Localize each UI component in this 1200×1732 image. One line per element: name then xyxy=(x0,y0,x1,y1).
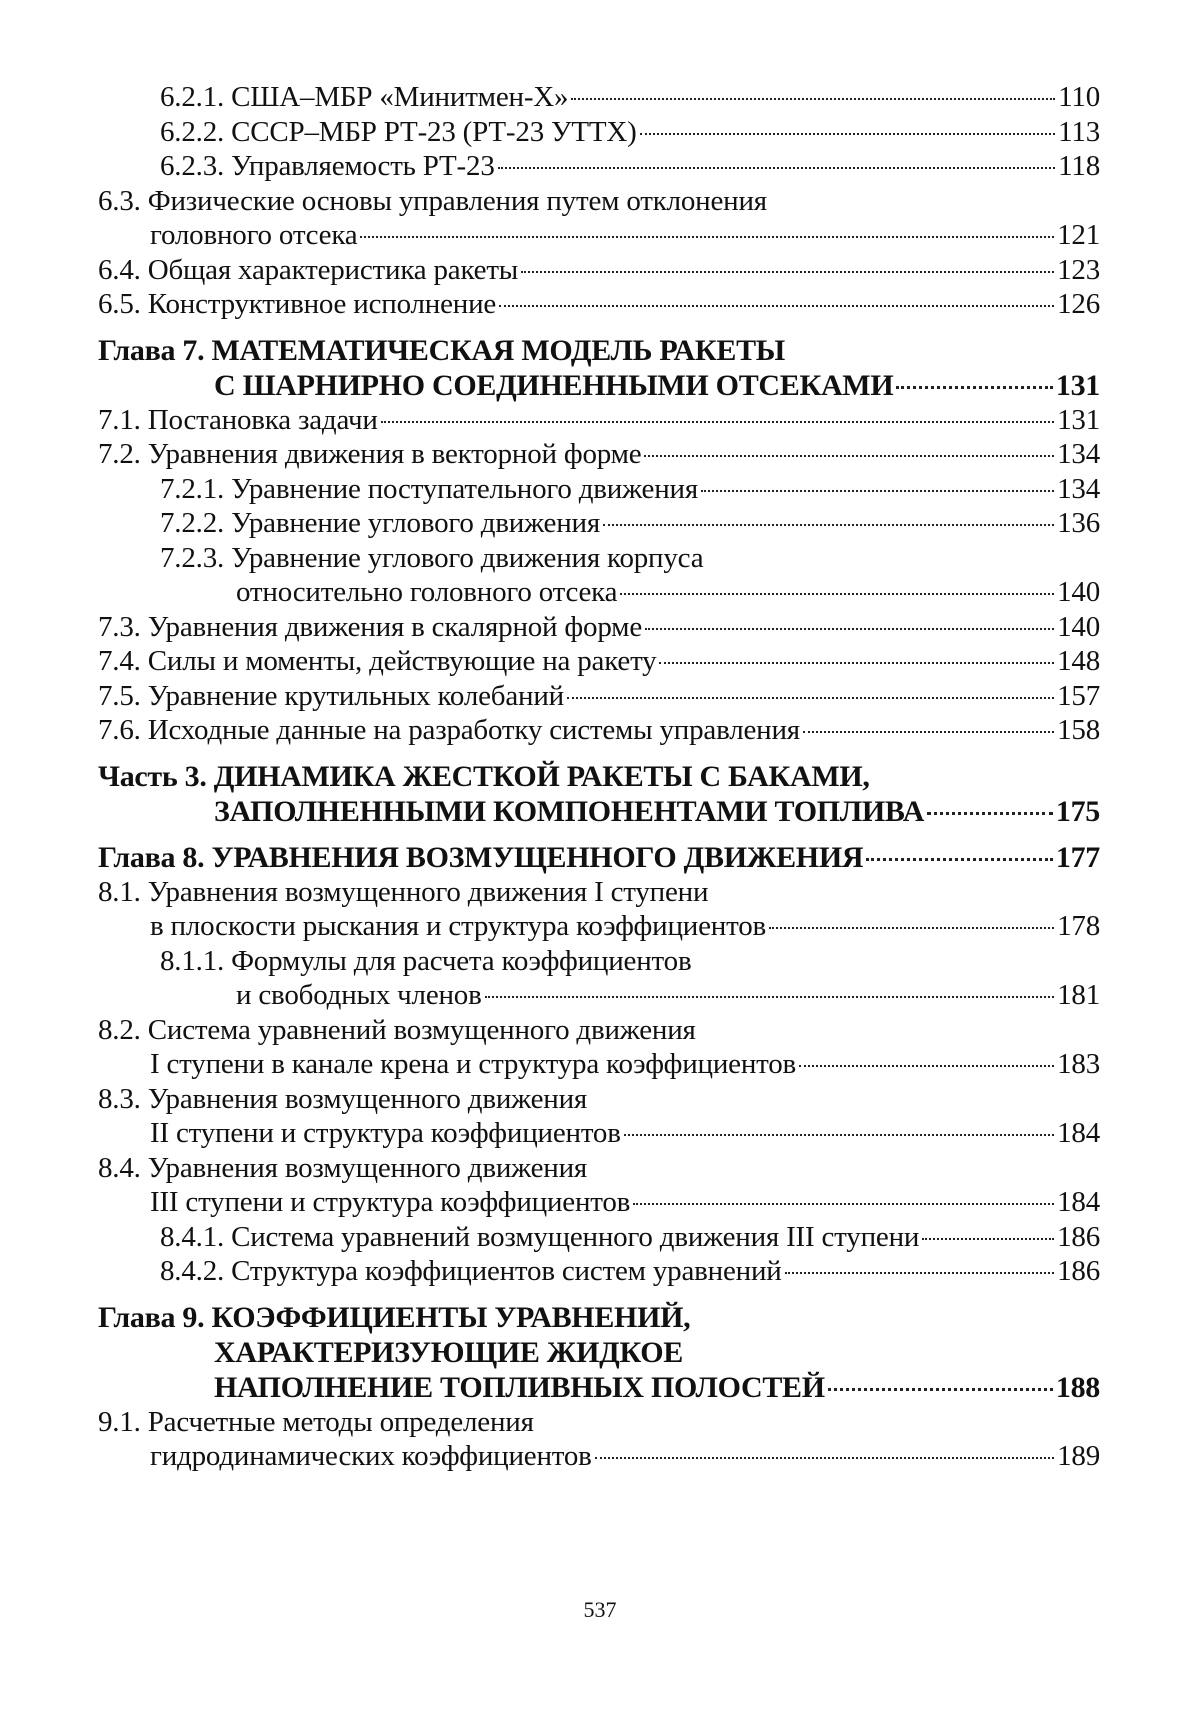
toc-line xyxy=(98,644,1100,679)
toc-line xyxy=(98,1082,1100,1117)
dot-leader xyxy=(633,1203,1054,1205)
toc-line xyxy=(98,472,1100,507)
table-of-contents xyxy=(98,80,1100,1474)
toc-line xyxy=(98,1220,1100,1255)
toc-entry xyxy=(98,644,1100,679)
toc-entry-title: 8.1. Уравнения возмущенного движения I ступени xyxy=(98,875,709,908)
toc-line xyxy=(98,184,1100,219)
toc-entry-title-continued: II ступени и структура коэффициентов xyxy=(150,1117,621,1149)
dot-leader xyxy=(567,697,1054,699)
toc-page-number: 113 xyxy=(1058,115,1100,148)
dot-leader xyxy=(360,236,1054,238)
toc-entry-title: Глава 9. КОЭФФИЦИЕНТЫ УРАВНЕНИЙ, xyxy=(98,1300,691,1334)
toc-entry xyxy=(98,541,1100,610)
toc-line xyxy=(98,759,1100,794)
toc-entry xyxy=(98,1082,1100,1151)
toc-entry-title: Часть 3. ДИНАМИКА ЖЕСТКОЙ РАКЕТЫ С БАКАМИ, xyxy=(98,759,870,793)
toc-page-number: 177 xyxy=(1055,840,1100,874)
dot-leader xyxy=(922,1238,1054,1240)
toc-line xyxy=(98,218,1100,253)
toc-page-number: 184 xyxy=(1057,1186,1100,1218)
toc-entry-title: 7.2.3. Уравнение углового движения корпуса xyxy=(160,541,704,574)
toc-entry xyxy=(98,944,1100,1013)
toc-line xyxy=(98,541,1100,576)
toc-line xyxy=(98,978,1100,1013)
toc-line xyxy=(98,1185,1100,1220)
toc-entry xyxy=(98,1254,1100,1289)
toc-line xyxy=(98,679,1100,714)
dot-leader xyxy=(866,858,1053,861)
dot-leader xyxy=(799,1065,1054,1067)
toc-line xyxy=(98,875,1100,910)
toc-entry xyxy=(98,437,1100,472)
toc-entry-title: 7.6. Исходные данные на разработку системы управления xyxy=(98,714,800,746)
toc-line xyxy=(98,80,1100,115)
toc-line xyxy=(98,1300,1100,1335)
dot-leader xyxy=(620,593,1054,595)
page-number: 537 xyxy=(583,1597,617,1622)
toc-page-number: 126 xyxy=(1057,288,1100,320)
toc-line xyxy=(98,1151,1100,1186)
toc-line xyxy=(98,1047,1100,1082)
toc-entry-title: 8.3. Уравнения возмущенного движения xyxy=(98,1082,588,1115)
toc-entry-title: 6.3. Физические основы управления путем отклонения xyxy=(98,184,767,217)
toc-entry-title: 6.5. Конструктивное исполнение xyxy=(98,288,497,320)
dot-leader xyxy=(645,628,1054,630)
toc-page-number: 118 xyxy=(1058,150,1100,182)
dot-leader xyxy=(603,524,1054,526)
toc-page-number: 131 xyxy=(1057,403,1100,436)
dot-leader xyxy=(521,271,1054,273)
toc-line xyxy=(98,1405,1100,1440)
toc-heading xyxy=(98,1300,1100,1405)
toc-entry xyxy=(98,679,1100,714)
toc-page-number: 121 xyxy=(1057,219,1100,251)
toc-line xyxy=(98,403,1100,438)
toc-entry xyxy=(98,1220,1100,1255)
toc-entry xyxy=(98,713,1100,748)
toc-entry xyxy=(98,115,1100,150)
toc-entry xyxy=(98,149,1100,184)
toc-line xyxy=(98,1013,1100,1048)
toc-entry xyxy=(98,610,1100,645)
toc-entry-title: 8.4. Уравнения возмущенного движения xyxy=(98,1151,588,1184)
toc-entry-title-continued: в плоскости рыскания и структура коэффициентов xyxy=(150,910,766,942)
dot-leader xyxy=(595,1457,1054,1459)
toc-page-number: 183 xyxy=(1057,1048,1100,1080)
toc-entry xyxy=(98,80,1100,115)
toc-entry-title: 9.1. Расчетные методы определения xyxy=(98,1405,534,1438)
toc-entry-title: 7.2.1. Уравнение поступательного движения xyxy=(160,472,698,505)
toc-page-number: 189 xyxy=(1057,1440,1100,1472)
toc-line xyxy=(98,575,1100,610)
dot-leader xyxy=(785,1272,1055,1274)
toc-line xyxy=(98,506,1100,541)
toc-page-number: 140 xyxy=(1057,610,1100,643)
dot-leader xyxy=(828,1388,1053,1391)
dot-leader xyxy=(499,305,1054,307)
toc-page-number: 157 xyxy=(1057,679,1100,712)
dot-leader xyxy=(381,421,1054,423)
toc-entry-title-continued: ЗАПОЛНЕННЫМИ КОМПОНЕНТАМИ ТОПЛИВА xyxy=(214,794,925,828)
dot-leader xyxy=(644,455,1054,457)
toc-entry-title: Глава 8. УРАВНЕНИЯ ВОЗМУЩЕННОГО ДВИЖЕНИЯ xyxy=(98,840,864,874)
dot-leader xyxy=(485,996,1054,998)
toc-entry xyxy=(98,1405,1100,1474)
toc-page-number: 184 xyxy=(1057,1117,1100,1149)
toc-line xyxy=(98,1370,1100,1405)
toc-page-number: 186 xyxy=(1057,1255,1100,1287)
dot-leader xyxy=(927,812,1053,815)
toc-entry-title: 7.2. Уравнения движения в векторной форме xyxy=(98,438,642,470)
toc-entry xyxy=(98,506,1100,541)
toc-line xyxy=(98,1116,1100,1151)
dot-leader xyxy=(498,167,1056,169)
toc-line xyxy=(98,115,1100,150)
toc-line xyxy=(98,149,1100,184)
toc-line xyxy=(98,610,1100,645)
toc-entry-title: 7.5. Уравнение крутильных колебаний xyxy=(98,679,564,712)
toc-entry xyxy=(98,1013,1100,1082)
toc-entry-title-continued: I ступени в канале крена и структура коэффициентов xyxy=(150,1048,797,1080)
toc-line xyxy=(98,368,1100,403)
toc-entry-title-continued: С ШАРНИРНО СОЕДИНЕННЫМИ ОТСЕКАМИ xyxy=(214,368,894,402)
toc-entry-title: 7.1. Постановка задачи xyxy=(98,403,378,436)
toc-line xyxy=(98,840,1100,875)
toc-heading xyxy=(98,333,1100,403)
dot-leader xyxy=(659,662,1054,664)
dot-leader xyxy=(640,133,1056,135)
toc-entry-title: 8.1.1. Формулы для расчета коэффициентов xyxy=(160,944,692,977)
toc-page-number: 186 xyxy=(1057,1220,1100,1253)
toc-line xyxy=(98,437,1100,472)
toc-page-number: 140 xyxy=(1057,576,1100,608)
toc-entry xyxy=(98,1151,1100,1220)
toc-entry xyxy=(98,875,1100,944)
dot-leader xyxy=(624,1134,1054,1136)
toc-page-number: 134 xyxy=(1057,438,1100,470)
toc-heading xyxy=(98,759,1100,829)
toc-entry-title-continued: и свободных членов xyxy=(236,979,482,1011)
toc-page-number: 158 xyxy=(1057,714,1100,746)
toc-entry xyxy=(98,184,1100,253)
toc-entry-title-continued: гидродинамических коэффициентов xyxy=(150,1440,592,1472)
toc-entry-title-continued: относительно головного отсека xyxy=(236,576,618,608)
toc-line xyxy=(98,944,1100,979)
toc-entry-title: 8.4.1. Система уравнений возмущенного движения III ступени xyxy=(160,1220,920,1253)
dot-leader xyxy=(571,98,1055,100)
toc-page-number: 175 xyxy=(1055,794,1100,828)
toc-page-number: 110 xyxy=(1058,81,1100,113)
toc-entry xyxy=(98,403,1100,438)
toc-page-number: 181 xyxy=(1057,979,1100,1011)
toc-page-number: 136 xyxy=(1057,507,1100,539)
toc-entry-title: Глава 7. МАТЕМАТИЧЕСКАЯ МОДЕЛЬ РАКЕТЫ xyxy=(98,333,785,367)
toc-page-number: 134 xyxy=(1057,472,1100,505)
toc-entry-title: 7.4. Силы и моменты, действующие на ракету xyxy=(98,645,657,677)
toc-line xyxy=(98,794,1100,829)
toc-line xyxy=(98,1254,1100,1289)
dot-leader xyxy=(896,386,1053,389)
toc-line xyxy=(98,287,1100,322)
toc-entry-title: 7.3. Уравнения движения в скалярной форме xyxy=(98,610,643,643)
toc-page-number: 123 xyxy=(1057,253,1100,286)
toc-entry xyxy=(98,287,1100,322)
dot-leader xyxy=(701,490,1054,492)
toc-entry xyxy=(98,472,1100,507)
toc-entry-title: 6.2.2. СССР–МБР РТ-23 (РТ-23 УТТХ) xyxy=(160,115,637,148)
toc-entry-title: 6.4. Общая характеристика ракеты xyxy=(98,253,519,286)
toc-page-number: 148 xyxy=(1057,645,1100,677)
toc-line xyxy=(98,1335,1100,1370)
toc-entry xyxy=(98,253,1100,288)
toc-entry-title-continued: головного отсека xyxy=(150,219,358,251)
toc-entry-title: 8.2. Система уравнений возмущенного движения xyxy=(98,1013,696,1046)
toc-line xyxy=(98,713,1100,748)
dot-leader xyxy=(769,927,1054,929)
toc-line xyxy=(98,1439,1100,1474)
toc-entry-title: 6.2.1. США–МБР «Минитмен-Х» xyxy=(160,81,569,113)
toc-entry-title: 6.2.3. Управляемость РТ-23 xyxy=(160,150,495,182)
toc-entry-title-continued: III ступени и структура коэффициентов xyxy=(150,1186,631,1218)
toc-page-number: 178 xyxy=(1057,910,1100,942)
toc-entry-title: 8.4.2. Структура коэффициентов систем уравнений xyxy=(160,1255,782,1287)
toc-page-number: 131 xyxy=(1055,368,1100,402)
toc-line xyxy=(98,333,1100,368)
toc-entry-title: 7.2.2. Уравнение углового движения xyxy=(160,507,600,539)
dot-leader xyxy=(803,731,1054,733)
toc-page-number: 188 xyxy=(1055,1370,1100,1404)
toc-line xyxy=(98,909,1100,944)
toc-entry-title-continued: ХАРАКТЕРИЗУЮЩИЕ ЖИДКОЕ xyxy=(214,1335,683,1369)
toc-heading xyxy=(98,840,1100,875)
toc-line xyxy=(98,253,1100,288)
toc-entry-title-continued: НАПОЛНЕНИЕ ТОПЛИВНЫХ ПОЛОСТЕЙ xyxy=(214,1370,825,1404)
